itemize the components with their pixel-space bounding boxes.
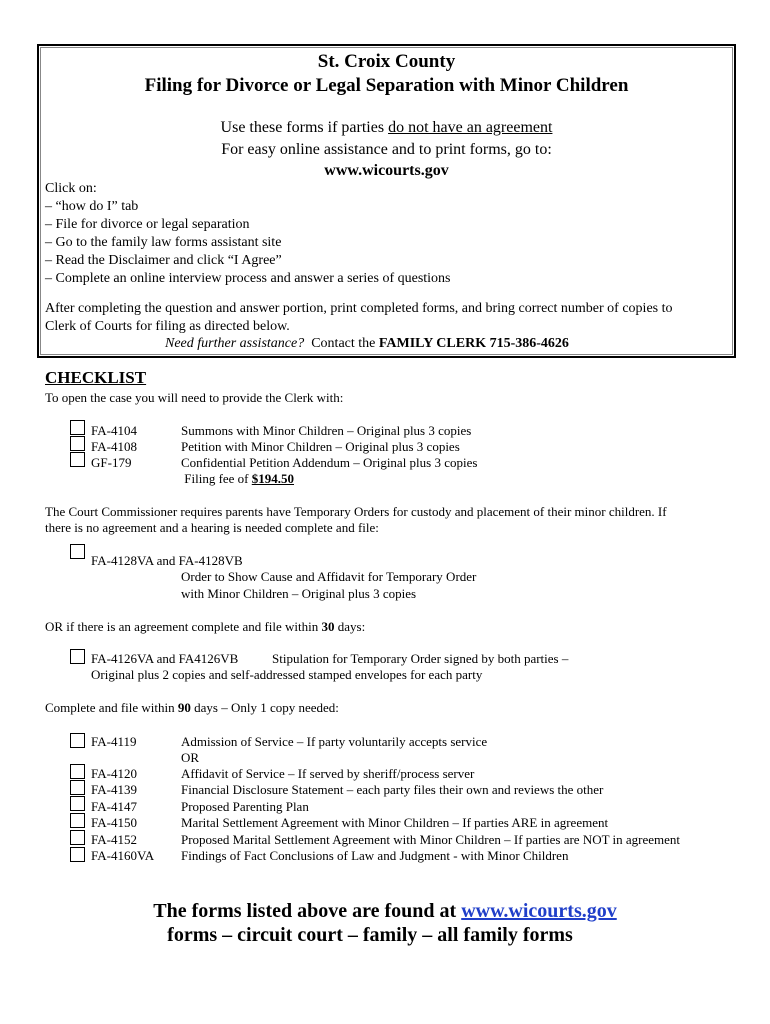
days-90: 90 bbox=[177, 700, 191, 715]
further-assistance-text: Need further assistance? bbox=[165, 336, 305, 351]
form-desc: with Minor Children – Original plus 3 copies bbox=[181, 586, 417, 601]
form-code: FA-4128VA and FA-4128VB bbox=[91, 553, 243, 568]
form-desc: Admission of Service – If party voluntarily accepts service bbox=[181, 734, 488, 749]
form-desc: Stipulation for Temporary Order signed by both parties – bbox=[272, 651, 569, 666]
form-code: FA-4120 bbox=[91, 766, 137, 781]
form-code: FA-4126VA and FA4126VB bbox=[91, 651, 239, 666]
checkbox-fa-4128[interactable] bbox=[70, 544, 85, 559]
checkbox-fa-4147[interactable] bbox=[70, 796, 85, 811]
form-desc: Original plus 2 copies and self-addressed stamped envelopes for each party bbox=[91, 667, 483, 682]
checkbox-fa-4108[interactable] bbox=[70, 436, 85, 451]
use-forms-line bbox=[37, 119, 736, 137]
online-assistance-line: For easy online assistance and to print forms, go to: bbox=[221, 141, 552, 158]
contact-text: Contact the bbox=[304, 336, 379, 351]
filing-fee-label: Filing fee of bbox=[181, 471, 252, 486]
checkbox-gf-179[interactable] bbox=[70, 452, 85, 467]
further-assistance-line bbox=[165, 336, 569, 352]
form-desc: Order to Show Cause and Affidavit for Temporary Order bbox=[181, 569, 477, 584]
or-text: OR if there is an agreement complete and file within bbox=[45, 619, 322, 634]
wicourts-link[interactable]: www.wicourts.gov bbox=[461, 900, 617, 922]
ninety-days-line bbox=[45, 700, 339, 716]
checkbox-fa-4119[interactable] bbox=[70, 733, 85, 748]
checklist-heading: CHECKLIST bbox=[45, 368, 147, 387]
step-4: – Read the Disclaimer and click “I Agree” bbox=[45, 253, 282, 268]
step-3: – Go to the family law forms assistant site bbox=[45, 235, 282, 250]
checkbox-fa-4150[interactable] bbox=[70, 813, 85, 828]
filing-fee-amount: $194.50 bbox=[251, 471, 295, 486]
after-completing-text-2: Clerk of Courts for filing as directed below. bbox=[45, 319, 290, 334]
county-title: St. Croix County bbox=[317, 51, 456, 72]
form-desc: Summons with Minor Children – Original plus 3 copies bbox=[181, 423, 472, 438]
click-on-label: Click on: bbox=[45, 181, 97, 196]
form-code: FA-4147 bbox=[91, 799, 137, 814]
form-code: FA-4104 bbox=[91, 423, 137, 438]
checkbox-fa-4139[interactable] bbox=[70, 780, 85, 795]
no-agreement-text: do not have an agreement bbox=[388, 119, 553, 136]
family-clerk-phone: FAMILY CLERK 715-386-4626 bbox=[378, 336, 569, 351]
step-2: – File for divorce or legal separation bbox=[45, 217, 250, 232]
form-desc: Proposed Marital Settlement Agreement with Minor Children – If parties are NOT in agreement bbox=[181, 832, 681, 847]
use-forms-text: Use these forms if parties bbox=[220, 119, 389, 136]
commissioner-text-2: there is no agreement and a hearing is needed complete and file: bbox=[45, 520, 379, 535]
filing-fee-line bbox=[181, 471, 294, 487]
after-completing-text-1: After completing the question and answer portion, print completed forms, and bring correct number of copies to bbox=[45, 301, 673, 316]
form-code: FA-4152 bbox=[91, 832, 137, 847]
days-30: 30 bbox=[321, 619, 335, 634]
checkbox-fa-4152[interactable] bbox=[70, 830, 85, 845]
checkbox-fa-4104[interactable] bbox=[70, 420, 85, 435]
form-desc: Financial Disclosure Statement – each party files their own and reviews the other bbox=[181, 782, 604, 797]
form-desc: Marital Settlement Agreement with Minor Children – If parties ARE in agreement bbox=[181, 815, 609, 830]
form-desc: Petition with Minor Children – Original plus 3 copies bbox=[181, 439, 460, 454]
agreement-30-days-line bbox=[45, 619, 365, 635]
checkbox-fa-4120[interactable] bbox=[70, 764, 85, 779]
website-text: www.wicourts.gov bbox=[324, 162, 449, 179]
document-title: Filing for Divorce or Legal Separation with Minor Children bbox=[144, 75, 629, 96]
copy-needed-text: days – Only 1 copy needed: bbox=[190, 700, 339, 715]
or-separator: OR bbox=[181, 750, 200, 765]
checkbox-fa-4160va[interactable] bbox=[70, 847, 85, 862]
forms-found-text: The forms listed above are found at bbox=[153, 900, 462, 922]
form-code: GF-179 bbox=[91, 455, 132, 470]
form-desc: Proposed Parenting Plan bbox=[181, 799, 309, 814]
form-code: FA-4139 bbox=[91, 782, 137, 797]
checklist-intro: To open the case you will need to provide the Clerk with: bbox=[45, 390, 344, 405]
commissioner-text-1: The Court Commissioner requires parents have Temporary Orders for custody and placement of their minor children. If bbox=[45, 504, 667, 519]
form-code: FA-4119 bbox=[91, 734, 137, 749]
form-desc: Findings of Fact Conclusions of Law and Judgment - with Minor Children bbox=[181, 848, 569, 863]
form-code: FA-4160VA bbox=[91, 848, 155, 863]
days-text: days: bbox=[334, 619, 366, 634]
form-code: FA-4108 bbox=[91, 439, 137, 454]
form-desc: Affidavit of Service – If served by sheriff/process server bbox=[181, 766, 475, 781]
checkbox-fa-4126[interactable] bbox=[70, 649, 85, 664]
form-desc: Confidential Petition Addendum – Original plus 3 copies bbox=[181, 455, 478, 470]
forms-path-line: forms – circuit court – family – all family forms bbox=[167, 924, 573, 946]
complete-text: Complete and file within bbox=[45, 700, 178, 715]
form-code: FA-4150 bbox=[91, 815, 137, 830]
step-5: – Complete an online interview process and answer a series of questions bbox=[45, 271, 451, 286]
step-1: – “how do I” tab bbox=[45, 199, 139, 214]
forms-location-line bbox=[0, 900, 770, 923]
